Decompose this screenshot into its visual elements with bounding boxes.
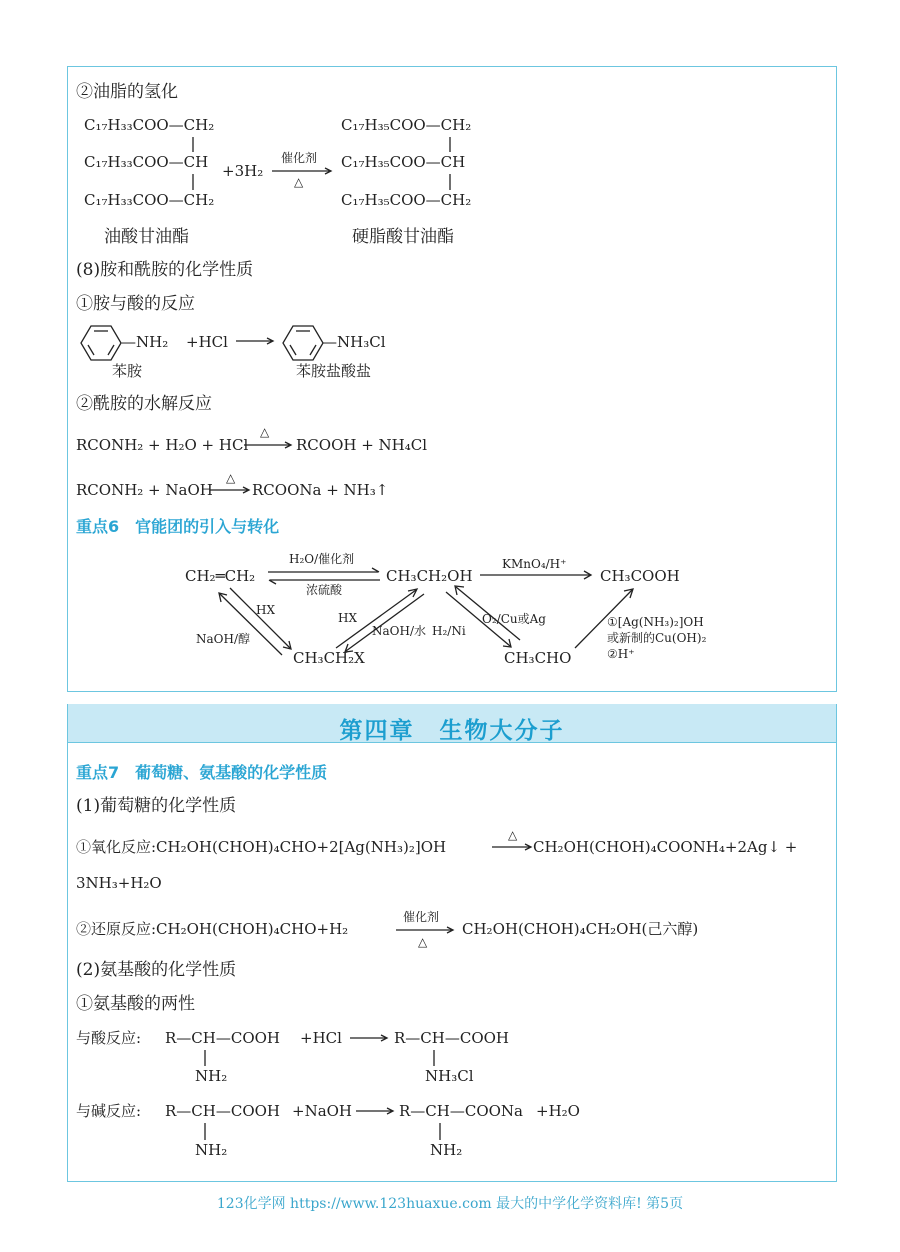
- acid-left-nh2: NH₂: [195, 1067, 228, 1085]
- key-point-7-title: 重点7 葡萄糖、氨基酸的化学性质: [76, 763, 328, 782]
- haloalkane: CH₃CH₂X: [293, 649, 365, 667]
- plus-hcl: +HCl: [186, 333, 228, 351]
- label-fresh-cuoh2: 或新制的Cu(OH)₂: [607, 631, 707, 645]
- label-water-catalyst: H₂O/催化剂: [289, 552, 355, 566]
- ethanol: CH₃CH₂OH: [386, 567, 473, 585]
- amide-eq1-cond: △: [260, 425, 270, 439]
- aniline-name: 苯胺: [112, 362, 143, 380]
- heat-label: △: [294, 175, 304, 189]
- label-o2-cu: O₂/Cu或Ag: [482, 612, 546, 626]
- base-left-nh2: NH₂: [195, 1141, 228, 1159]
- page-footer: 123化学网 https://www.123huaxue.com 最大的中学化学资料库! 第5页: [216, 1196, 684, 1212]
- glucose-reduction-right: CH₂OH(CHOH)₄CH₂OH(己六醇): [462, 920, 699, 938]
- amide-eq1-right: RCOOH + NH₄Cl: [296, 436, 428, 454]
- oil-hydrogenation-heading: ②油脂的氢化: [76, 82, 178, 102]
- amine-acid-heading: ①胺与酸的反应: [76, 294, 195, 314]
- amide-eq2-right: RCOONa + NH₃↑: [252, 481, 389, 499]
- amines-heading: (8)胺和酰胺的化学性质: [76, 260, 254, 280]
- acetaldehyde: CH₃CHO: [504, 649, 572, 667]
- anilinium-group: —NH₃Cl: [322, 333, 386, 351]
- amino-acid-heading: (2)氨基酸的化学性质: [76, 960, 237, 980]
- stearate-row-3: C₁₇H₃₅COO—CH₂: [341, 191, 472, 209]
- catalyst-label: 催化剂: [281, 151, 318, 165]
- aniline-group: —NH₂: [121, 333, 169, 351]
- base-reaction-label: 与碱反应:: [76, 1102, 142, 1120]
- glucose-reduction-heat: △: [418, 935, 428, 949]
- base-reaction-reagent: +NaOH: [292, 1102, 353, 1120]
- label-naoh-alcohol: NaOH/醇: [196, 632, 251, 646]
- acid-reaction-label: 与酸反应:: [76, 1029, 142, 1047]
- label-conc-sulfuric: 浓硫酸: [306, 583, 343, 597]
- amide-eq2-cond: △: [226, 471, 236, 485]
- label-h2-ni: H₂/Ni: [432, 624, 466, 638]
- amide-hydrolysis-heading: ②酰胺的水解反应: [76, 394, 212, 414]
- glucose-reduction-left: ②还原反应:CH₂OH(CHOH)₄CHO+H₂: [76, 920, 349, 938]
- acid-reaction-left: R—CH—COOH: [165, 1029, 281, 1047]
- glucose-oxidation-left: ①氧化反应:CH₂OH(CHOH)₄CHO+2[Ag(NH₃)₂]OH: [76, 838, 447, 856]
- base-right-nh2: NH₂: [430, 1141, 463, 1159]
- glucose-oxidation-right: CH₂OH(CHOH)₄COONH₄+2Ag↓ +: [533, 838, 798, 856]
- base-reaction-right: R—CH—COONa: [399, 1102, 523, 1120]
- stearate-name: 硬脂酸甘油酯: [352, 227, 454, 247]
- oleate-row-2: C₁₇H₃₃COO—CH: [84, 153, 209, 171]
- oleate-row-3: C₁₇H₃₃COO—CH₂: [84, 191, 215, 209]
- glucose-oxidation-cond: △: [508, 828, 518, 842]
- oleate-name: 油酸甘油酯: [104, 227, 189, 247]
- label-kmno4: KMnO₄/H⁺: [502, 557, 567, 571]
- label-hx-1: HX: [256, 603, 276, 617]
- label-naoh-water: NaOH/水: [372, 624, 427, 638]
- label-hx-2: HX: [338, 611, 358, 625]
- ethylene: CH₂═CH₂: [185, 567, 256, 585]
- acid-reaction-right: R—CH—COOH: [394, 1029, 510, 1047]
- base-reaction-left: R—CH—COOH: [165, 1102, 281, 1120]
- glucose-reduction-catalyst: 催化剂: [403, 910, 440, 924]
- hydrogen-reagent: +3H₂: [222, 162, 264, 180]
- oleate-row-1: C₁₇H₃₃COO—CH₂: [84, 116, 215, 134]
- chapter-4-title: 第四章 生物大分子: [339, 718, 565, 744]
- base-reaction-water: +H₂O: [536, 1102, 580, 1120]
- acid-right-nh3cl: NH₃Cl: [425, 1067, 474, 1085]
- label-ag-complex: ①[Ag(NH₃)₂]OH: [607, 615, 704, 629]
- amide-eq1-left: RCONH₂ + H₂O + HCl: [76, 436, 249, 454]
- label-h-plus: ②H⁺: [607, 647, 635, 661]
- anilinium-name: 苯胺盐酸盐: [296, 362, 372, 380]
- stearate-row-2: C₁₇H₃₅COO—CH: [341, 153, 466, 171]
- stearate-row-1: C₁₇H₃₅COO—CH₂: [341, 116, 472, 134]
- glucose-oxidation-cont: 3NH₃+H₂O: [76, 874, 162, 892]
- key-point-6-title: 重点6 官能团的引入与转化: [76, 517, 280, 536]
- acid-reaction-reagent: +HCl: [300, 1029, 342, 1047]
- amphoteric-heading: ①氨基酸的两性: [76, 994, 195, 1014]
- glucose-heading: (1)葡萄糖的化学性质: [76, 796, 237, 816]
- acetic-acid: CH₃COOH: [600, 567, 680, 585]
- amide-eq2-left: RCONH₂ + NaOH: [76, 481, 213, 499]
